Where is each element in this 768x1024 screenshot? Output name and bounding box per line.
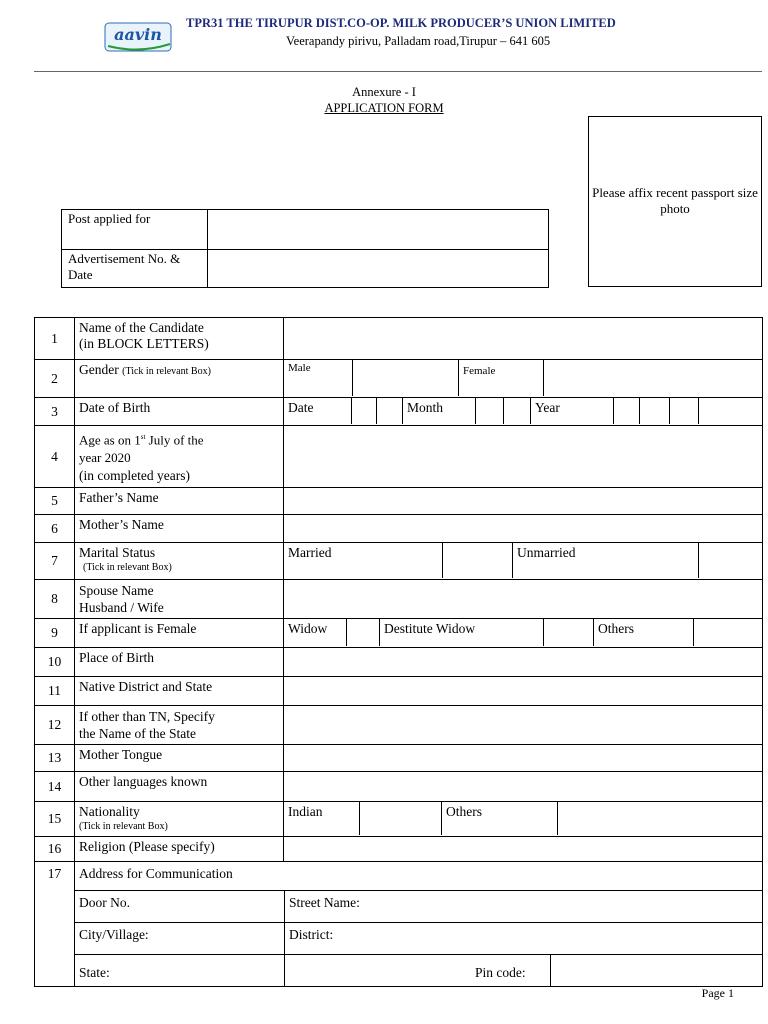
marital-married-box[interactable] <box>442 543 512 578</box>
table-row <box>35 802 763 837</box>
row-label: Religion (Please specify) <box>75 837 284 862</box>
row-number: 5 <box>35 488 75 515</box>
dob-month-box-1[interactable] <box>475 398 503 424</box>
row-label: If applicant is Female <box>75 619 284 648</box>
post-applied-field[interactable] <box>208 210 549 250</box>
nationality-others-box[interactable] <box>557 802 762 835</box>
row-label: Other languages known <box>75 772 284 802</box>
row-label: Marital Status <box>79 545 156 561</box>
nationality-others-label: Others <box>441 802 557 835</box>
mother-tongue-field[interactable] <box>284 745 763 772</box>
table-row <box>35 862 763 987</box>
female-destitute-label: Destitute Widow <box>379 619 543 646</box>
dob-year-box-4[interactable] <box>698 398 762 424</box>
row-number: 11 <box>35 677 75 706</box>
dob-year-label: Year <box>530 398 613 424</box>
table-row <box>35 318 763 360</box>
union-address: Veerapandy pirivu, Palladam road,Tirupur – 641 605 <box>286 34 551 48</box>
row-number: 7 <box>35 543 75 580</box>
marital-married-label: Married <box>288 545 332 561</box>
row-label: If other than TN, Specify <box>79 709 215 725</box>
female-others-box[interactable] <box>693 619 762 646</box>
other-languages-field[interactable] <box>284 772 763 802</box>
row-number: 3 <box>35 398 75 426</box>
row-label: Father’s Name <box>75 488 284 515</box>
other-state-field[interactable] <box>284 706 763 745</box>
street-name-field[interactable]: Street Name: <box>284 891 762 922</box>
city-village-field[interactable]: City/Village: <box>79 927 149 943</box>
age-field[interactable] <box>284 426 763 488</box>
row-number: 10 <box>35 648 75 677</box>
dob-month-label: Month <box>402 398 475 424</box>
gender-male-label: Male <box>288 362 311 374</box>
row-number: 2 <box>35 360 75 398</box>
row-number: 6 <box>35 515 75 543</box>
row-label: Name of the Candidate <box>79 320 204 335</box>
row-number: 14 <box>35 772 75 802</box>
annexure-label: Annexure - I <box>352 85 416 99</box>
row-label-sub2: (in completed years) <box>79 468 190 484</box>
dob-year-box-2[interactable] <box>639 398 669 424</box>
post-table <box>61 209 549 288</box>
mother-name-field[interactable] <box>284 515 763 543</box>
row-label: Spouse Name <box>79 583 154 599</box>
nationality-indian-box[interactable] <box>359 802 441 835</box>
row-number: 1 <box>35 318 75 360</box>
dob-year-box-1[interactable] <box>613 398 639 424</box>
address-label: Address for Communication <box>79 866 233 882</box>
table-row <box>35 360 763 398</box>
photo-instruction: Please affix recent passport size photo <box>592 185 758 216</box>
row-number: 12 <box>35 706 75 745</box>
row-label: Mother’s Name <box>75 515 284 543</box>
table-row <box>35 745 763 772</box>
adv-no-label: Advertisement No. & Date <box>62 250 208 288</box>
table-row <box>35 426 763 488</box>
table-row <box>35 488 763 515</box>
aavin-logo <box>104 20 174 54</box>
row-label-sup: st <box>140 433 146 441</box>
pin-code-field[interactable] <box>550 955 762 986</box>
table-row <box>35 706 763 745</box>
header-divider <box>34 71 762 72</box>
dob-year-box-3[interactable] <box>669 398 698 424</box>
dob-date-box-2[interactable] <box>376 398 402 424</box>
female-widow-label: Widow <box>288 621 328 637</box>
row-number: 4 <box>35 426 75 488</box>
row-label-b: July of the <box>145 432 204 448</box>
gender-male-box[interactable] <box>352 360 458 396</box>
table-row <box>35 398 763 426</box>
table-row <box>35 648 763 677</box>
district-field[interactable]: District: <box>284 923 762 954</box>
row-number: 13 <box>35 745 75 772</box>
table-row <box>35 543 763 580</box>
table-row <box>35 619 763 648</box>
row-label-sub: the Name of the State <box>79 726 196 742</box>
logo-text: aavin <box>114 25 162 44</box>
father-name-field[interactable] <box>284 488 763 515</box>
state-field[interactable]: State: <box>79 965 110 981</box>
adv-no-field[interactable] <box>208 250 549 288</box>
row-label: Gender <box>79 362 119 377</box>
native-district-field[interactable] <box>284 677 763 706</box>
row-number: 16 <box>35 837 75 862</box>
row-label: Nationality <box>79 804 140 820</box>
nationality-indian-label: Indian <box>288 804 323 820</box>
union-title: TPR31 THE TIRUPUR DIST.CO-OP. MILK PRODUCER’S UNION LIMITED <box>186 16 616 30</box>
female-others-label: Others <box>593 619 693 646</box>
row-label: Age as on 1 <box>79 432 141 448</box>
table-row <box>35 677 763 706</box>
table-row <box>35 515 763 543</box>
row-hint: (Tick in relevant Box) <box>79 821 168 833</box>
row-hint: (Tick in relevant Box) <box>83 562 172 574</box>
form-title: APPLICATION FORM <box>324 101 444 115</box>
table-row <box>35 837 763 862</box>
gender-female-box[interactable] <box>543 360 762 396</box>
row-label-sub: year 2020 <box>79 450 131 466</box>
door-no-field[interactable]: Door No. <box>79 895 130 911</box>
marital-unmarried-label: Unmarried <box>512 543 698 578</box>
dob-date-box-1[interactable] <box>351 398 376 424</box>
application-table <box>34 317 763 987</box>
row-label-sub: (in BLOCK LETTERS) <box>79 336 209 351</box>
row-hint: (Tick in relevant Box) <box>122 366 211 377</box>
row-number: 15 <box>35 802 75 837</box>
pin-code-label: Pin code: <box>284 955 550 986</box>
row-label-sub: Husband / Wife <box>79 600 164 616</box>
photo-box[interactable] <box>588 116 762 287</box>
female-widow-box[interactable] <box>346 619 379 646</box>
gender-female-label: Female <box>463 365 496 377</box>
row-label: Place of Birth <box>75 648 284 677</box>
post-applied-label: Post applied for <box>62 210 208 250</box>
row-number: 9 <box>35 619 75 648</box>
female-destitute-box[interactable] <box>543 619 593 646</box>
marital-unmarried-box[interactable] <box>698 543 762 578</box>
spouse-name-field[interactable] <box>284 580 763 619</box>
row-label: Native District and State <box>75 677 284 706</box>
place-of-birth-field[interactable] <box>284 648 763 677</box>
table-row <box>35 772 763 802</box>
candidate-name-field[interactable] <box>284 318 763 360</box>
row-number: 8 <box>35 580 75 619</box>
dob-month-box-2[interactable] <box>503 398 530 424</box>
page-number: Page 1 <box>701 986 734 1000</box>
row-label: Date of Birth <box>75 398 284 426</box>
row-label: Mother Tongue <box>75 745 284 772</box>
religion-field[interactable] <box>284 837 763 862</box>
dob-date-label: Date <box>288 400 314 415</box>
table-row <box>35 580 763 619</box>
row-number: 17 <box>35 862 75 987</box>
